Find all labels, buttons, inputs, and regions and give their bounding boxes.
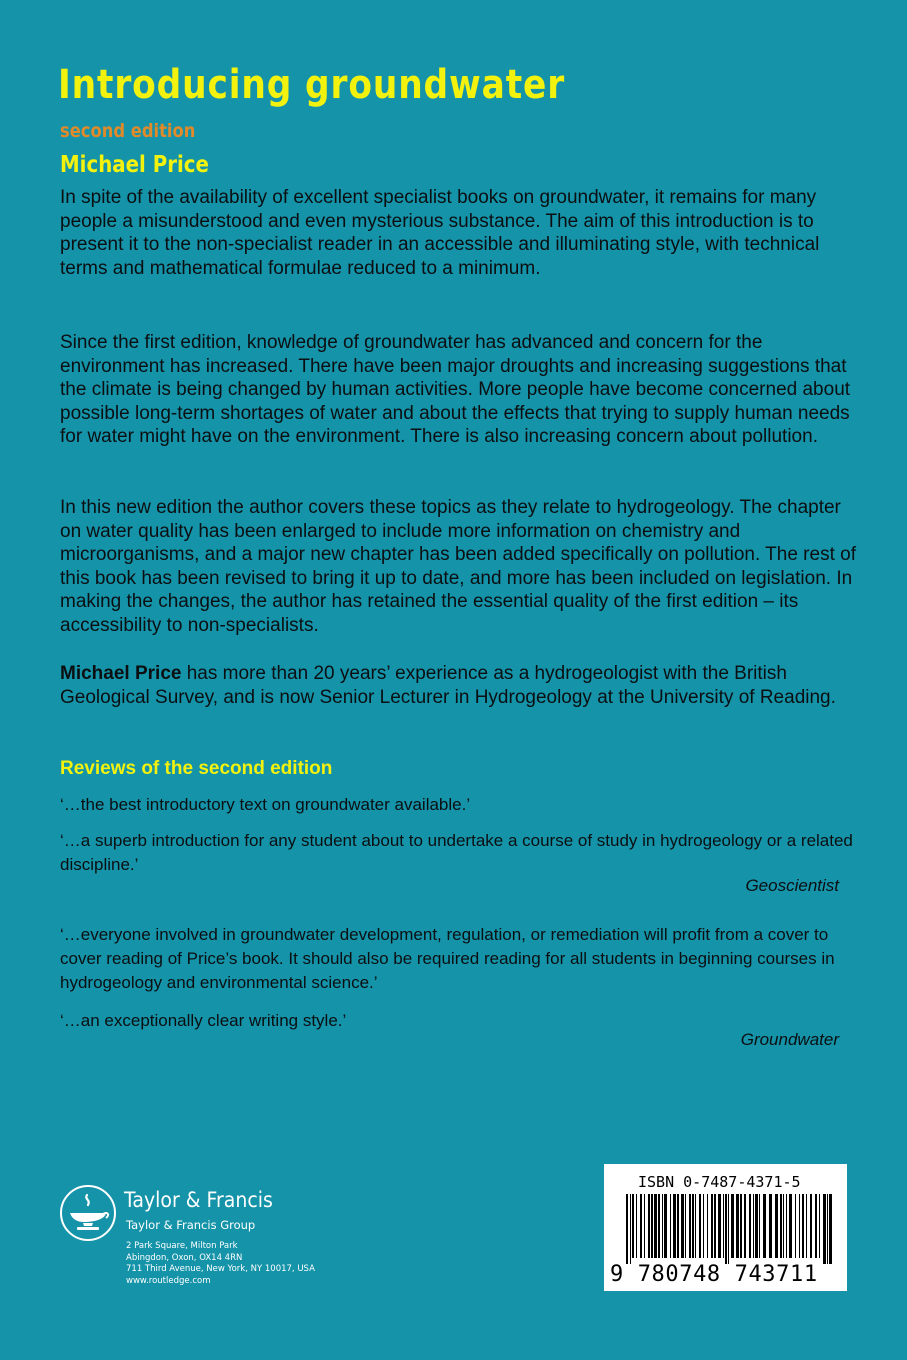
barcode-bar: [626, 1194, 628, 1264]
barcode-bar: [681, 1194, 684, 1258]
barcode-bar: [703, 1194, 704, 1258]
review-source-geoscientist: Geoscientist: [745, 876, 839, 895]
barcode-bar: [736, 1194, 739, 1258]
barcode-bar: [677, 1194, 679, 1258]
barcode-bar: [740, 1194, 742, 1258]
barcode-bar: [723, 1194, 724, 1258]
barcode-bar: [783, 1194, 784, 1258]
isbn-number: ISBN 0-7487-4371-5: [638, 1173, 801, 1191]
barcode-bar: [644, 1194, 645, 1258]
author-bio: [60, 662, 860, 709]
review-quote-1: ‘…the best introductory text on groundwater available.’: [60, 795, 471, 814]
description-paragraph-1: In spite of the availability of excellent specialist books on groundwater, it remains for many people a misunderstood and even mysterious substance. The aim of this introduction is to present it to the non-specialist reader in an accessible and illuminating style, with technical terms and mathematical formulae reduced to a minimum.: [60, 187, 820, 279]
barcode-bar: [763, 1194, 766, 1258]
publisher-name: Taylor & Francis: [124, 1188, 273, 1212]
barcode-bar: [670, 1194, 671, 1258]
author-bio-name: Michael Price: [60, 663, 182, 684]
barcode-bar: [636, 1194, 637, 1258]
barcode-bar: [718, 1194, 721, 1258]
barcode-bar: [707, 1194, 708, 1258]
review-quote-3: ‘…everyone involved in groundwater development, regulation, or remediation will profit from a cover to cover reading of Price’s book. It should also be required reading for all students in beginning courses in hydrogeology and environmental science.’: [60, 925, 835, 992]
barcode-bar: [685, 1194, 686, 1258]
barcode-bar: [725, 1194, 727, 1264]
barcode-bar: [806, 1194, 807, 1258]
barcode-bar: [829, 1194, 832, 1264]
barcode-bar: [759, 1194, 760, 1258]
barcode-bar: [648, 1194, 650, 1258]
taylor-francis-lamp-logo-icon: [60, 1185, 116, 1241]
barcode-bar: [651, 1194, 653, 1258]
barcode-bar: [755, 1194, 758, 1258]
review-quote-2: ‘…a superb introduction for any student about to undertake a course of study in hydrogeology or a related discipline.’: [60, 831, 853, 874]
barcode-bar: [749, 1194, 751, 1258]
barcode-bar: [799, 1194, 800, 1258]
barcode-bar: [695, 1194, 696, 1258]
barcode-bar: [664, 1194, 667, 1258]
review-quote-4: ‘…an exceptionally clear writing style.’: [60, 1011, 347, 1030]
book-title: Introducing groundwater: [58, 62, 566, 108]
review-source-groundwater: Groundwater: [740, 1030, 839, 1049]
barcode-bar: [744, 1194, 746, 1258]
barcode-bar: [632, 1194, 634, 1258]
publisher-website: www.routledge.com: [126, 1275, 211, 1286]
address-line: 711 Third Avenue, New York, NY 10017, USA: [126, 1264, 315, 1275]
barcode-bar: [699, 1194, 701, 1258]
barcode-bar: [789, 1194, 792, 1258]
description-paragraph-3: In this new edition the author covers these topics as they relate to hydrogeology. The chapter on water quality has been enlarged to include more information on chemistry and microorganisms, and a major new chapter has been added specifically on pollution. The rest of this book has been revised to bring it up to date, and more has been included on legislation. In making the changes, the author has retained the essential quality of the first edition – its accessibility to non-specialists.: [60, 497, 856, 636]
barcode-bar: [692, 1194, 694, 1258]
publisher-address: [126, 1241, 315, 1287]
barcode-bar: [689, 1194, 691, 1258]
barcode-bar: [630, 1194, 631, 1264]
barcode-bar: [802, 1194, 804, 1258]
barcode-bar: [640, 1194, 642, 1258]
publisher-group: Taylor & Francis Group: [126, 1218, 256, 1232]
barcode-bar: [819, 1194, 820, 1258]
barcode-bar: [662, 1194, 663, 1258]
barcode-bar: [673, 1194, 676, 1258]
barcode-bar: [714, 1194, 716, 1258]
barcode-bar: [827, 1194, 828, 1264]
barcode-bar: [728, 1194, 729, 1264]
address-line: Abingdon, Oxon, OX14 4RN: [126, 1252, 243, 1263]
barcode-bar: [769, 1194, 772, 1258]
isbn-barcode: [604, 1164, 847, 1291]
edition-label: second edition: [60, 120, 196, 142]
barcode-bar: [654, 1194, 657, 1258]
barcode-bar: [815, 1194, 817, 1258]
reviews-heading: Reviews of the second edition: [60, 758, 333, 779]
barcode-bar: [786, 1194, 787, 1258]
author-name: Michael Price: [60, 152, 209, 178]
barcode-bar: [711, 1194, 713, 1258]
barcode-bar: [823, 1194, 826, 1264]
barcode-bar: [780, 1194, 782, 1258]
barcode-bar: [795, 1194, 796, 1258]
description-paragraph-2: Since the first edition, knowledge of groundwater has advanced and concern for the environment has increased. There have been major droughts and increasing suggestions that the climate is being changed by human activities. More people have become concerned about possible long-term shortages of water and about the effects that trying to supply human needs for water might have on the environment. There is also increasing concern about pollution.: [60, 332, 851, 448]
address-line: 2 Park Square, Milton Park: [126, 1241, 238, 1251]
barcode-bar: [753, 1194, 754, 1258]
barcode-bar: [658, 1194, 660, 1258]
barcode-bar: [775, 1194, 778, 1258]
barcode-bar: [810, 1194, 812, 1258]
author-bio-text: has more than 20 years’ experience as a hydrogeologist with the British Geological Survey, and is now Senior Lecturer in Hydrogeology at the University of Reading.: [60, 663, 836, 708]
barcode-bar: [731, 1194, 734, 1258]
barcode-digits: 9 780748 743711: [610, 1262, 818, 1287]
